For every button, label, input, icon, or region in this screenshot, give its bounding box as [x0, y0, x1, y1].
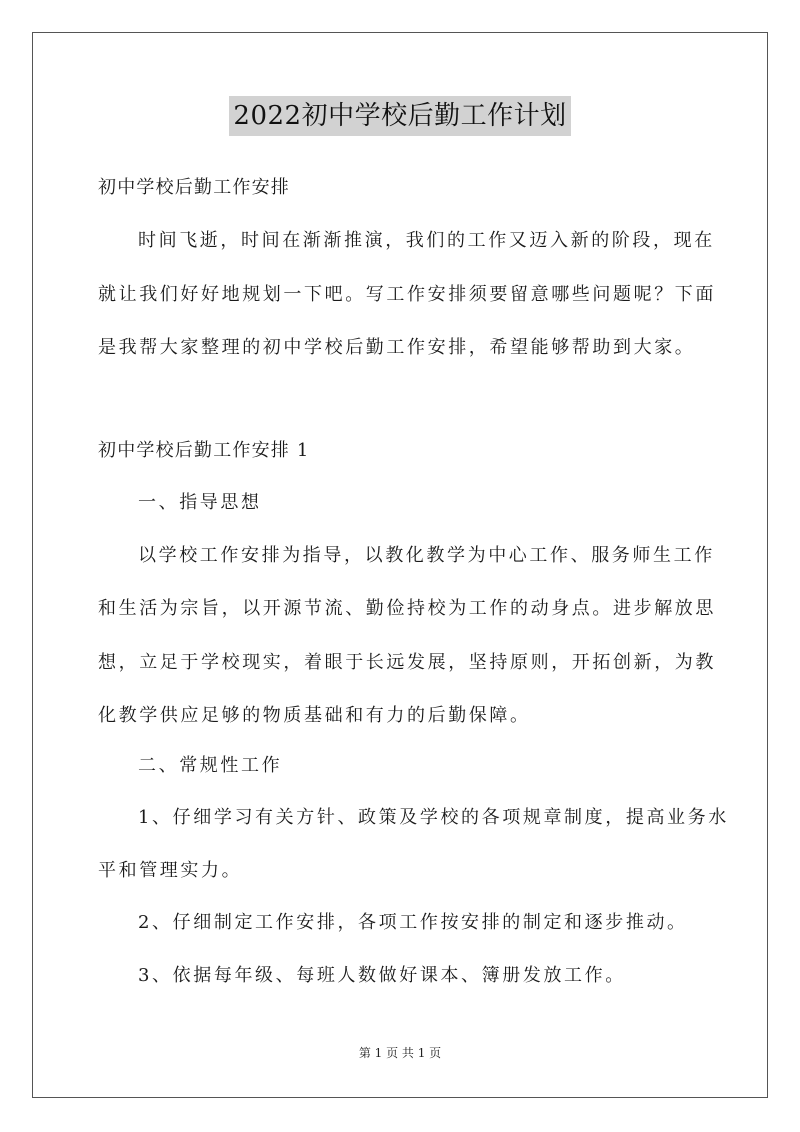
list-item-line: 平和管理实力。 — [98, 860, 243, 881]
paragraph-line: 以学校工作安排为指导，以教化教学为中心工作、服务师生工作 — [138, 545, 715, 566]
page-number-footer: 第 1 页 共 1 页 — [358, 1046, 442, 1060]
subheading: 初中学校后勤工作安排 — [98, 177, 290, 198]
paragraph-line: 想，立足于学校现实，着眼于长远发展，坚持原则，开拓创新，为教 — [98, 652, 716, 673]
section-title: 初中学校后勤工作安排 1 — [98, 440, 310, 461]
part2-heading: 二、常规性工作 — [138, 755, 283, 776]
list-item: 3、依据每年级、每班人数做好课本、簿册发放工作。 — [138, 965, 626, 986]
intro-line: 是我帮大家整理的初中学校后勤工作安排，希望能够帮助到大家。 — [98, 337, 696, 358]
list-item-line: 1、仔细学习有关方针、政策及学校的各项规章制度，提高业务水 — [138, 807, 729, 828]
document-title: 2022初中学校后勤工作计划 — [229, 96, 570, 136]
intro-line: 就让我们好好地规划一下吧。写工作安排须要留意哪些问题呢？下面 — [98, 284, 716, 305]
list-item: 2、仔细制定工作安排，各项工作按安排的制定和逐步推动。 — [138, 912, 688, 933]
part1-heading: 一、指导思想 — [138, 492, 262, 513]
paragraph-line: 和生活为宗旨，以开源节流、勤俭持校为工作的动身点。进步解放思 — [98, 598, 716, 619]
intro-line: 时间飞逝，时间在渐渐推演，我们的工作又迈入新的阶段，现在 — [138, 230, 715, 251]
title-container — [0, 96, 800, 136]
paragraph-line: 化教学供应足够的物质基础和有力的后勤保障。 — [98, 705, 531, 726]
